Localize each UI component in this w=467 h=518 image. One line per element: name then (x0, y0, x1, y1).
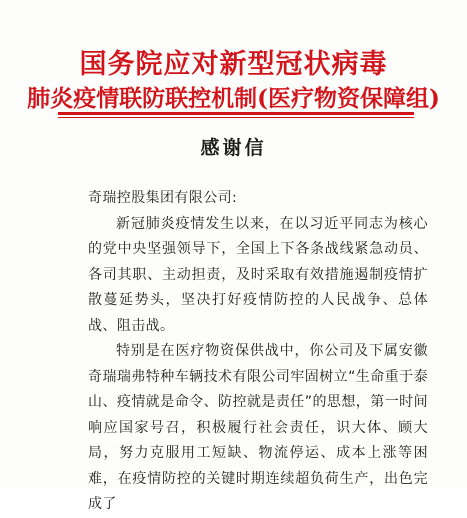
letterhead-line2: 肺炎疫情联防联控机制(医疗物资保障组) (27, 85, 440, 112)
letter-title: 感谢信 (200, 137, 267, 159)
letterhead-line1: 国务院应对新型冠状病毒 (79, 49, 388, 80)
paragraph-1: 新冠肺炎疫情发生以来，在以习近平同志为核心的党中央坚强领导下，全国上下各条战线紧急动员、各司其职、主动担责，及时采取有效措施遏制疫情扩散蔓延势头，坚决打好疫情防控的人民战争、总体战、阻击战。 (88, 215, 428, 334)
salutation: 奇瑞控股集团有限公司: (88, 190, 238, 206)
letterhead-rule-thick (58, 112, 414, 115)
paragraph-2: 特别是在医疗物资保供战中，你公司及下属安徽奇瑞瑞弗特种车辆技术有限公司牢固树立“生命重于泰山、疫情就是命令、防控就是责任”的思想，第一时间响应国家号召，积极履行社会责任，识大体、顾大局，努力克服用工短缺、物流停运、成本上涨等困难，在疫情防控的关键时期连续超负荷生产，出色完成了 (88, 343, 428, 512)
letter-body (88, 186, 428, 518)
letterhead-rule-thin (58, 117, 414, 118)
